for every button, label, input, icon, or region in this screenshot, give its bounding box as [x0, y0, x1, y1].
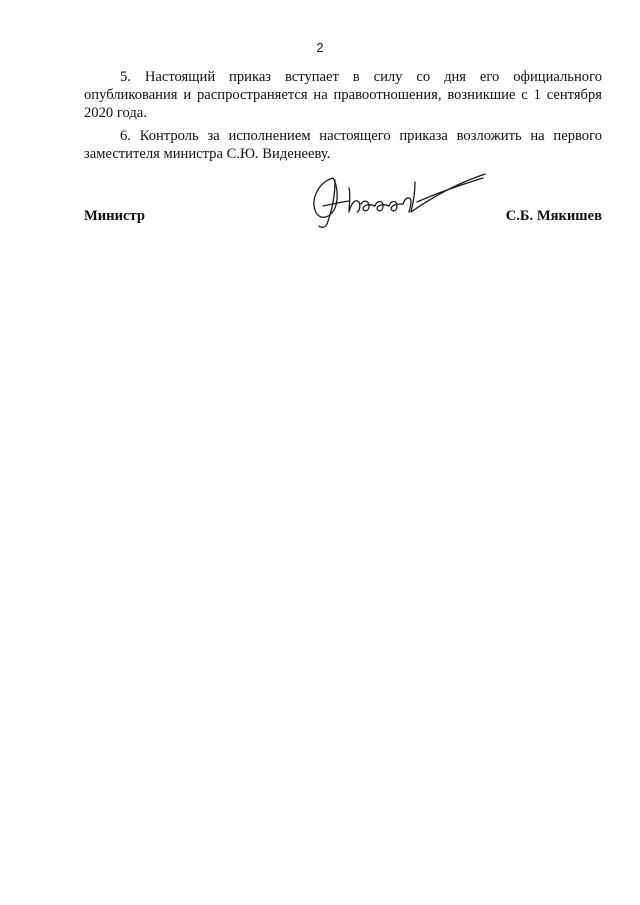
paragraph-5: 5. Настоящий приказ вступает в силу со дня его официального опубликования и распространяется на правоотношения, возникшие с 1 сентября 2020 года. — [84, 69, 602, 121]
signature-block — [84, 208, 602, 230]
document-body — [84, 68, 602, 168]
paragraph-6: 6. Контроль за исполнением настоящего приказа возложить на первого заместителя министра С.Ю. Виденееву. — [84, 128, 602, 162]
signatory-title: Министр — [84, 208, 145, 224]
signatory-name: С.Б. Мякишев — [505, 208, 602, 224]
page-number: 2 — [316, 40, 324, 55]
